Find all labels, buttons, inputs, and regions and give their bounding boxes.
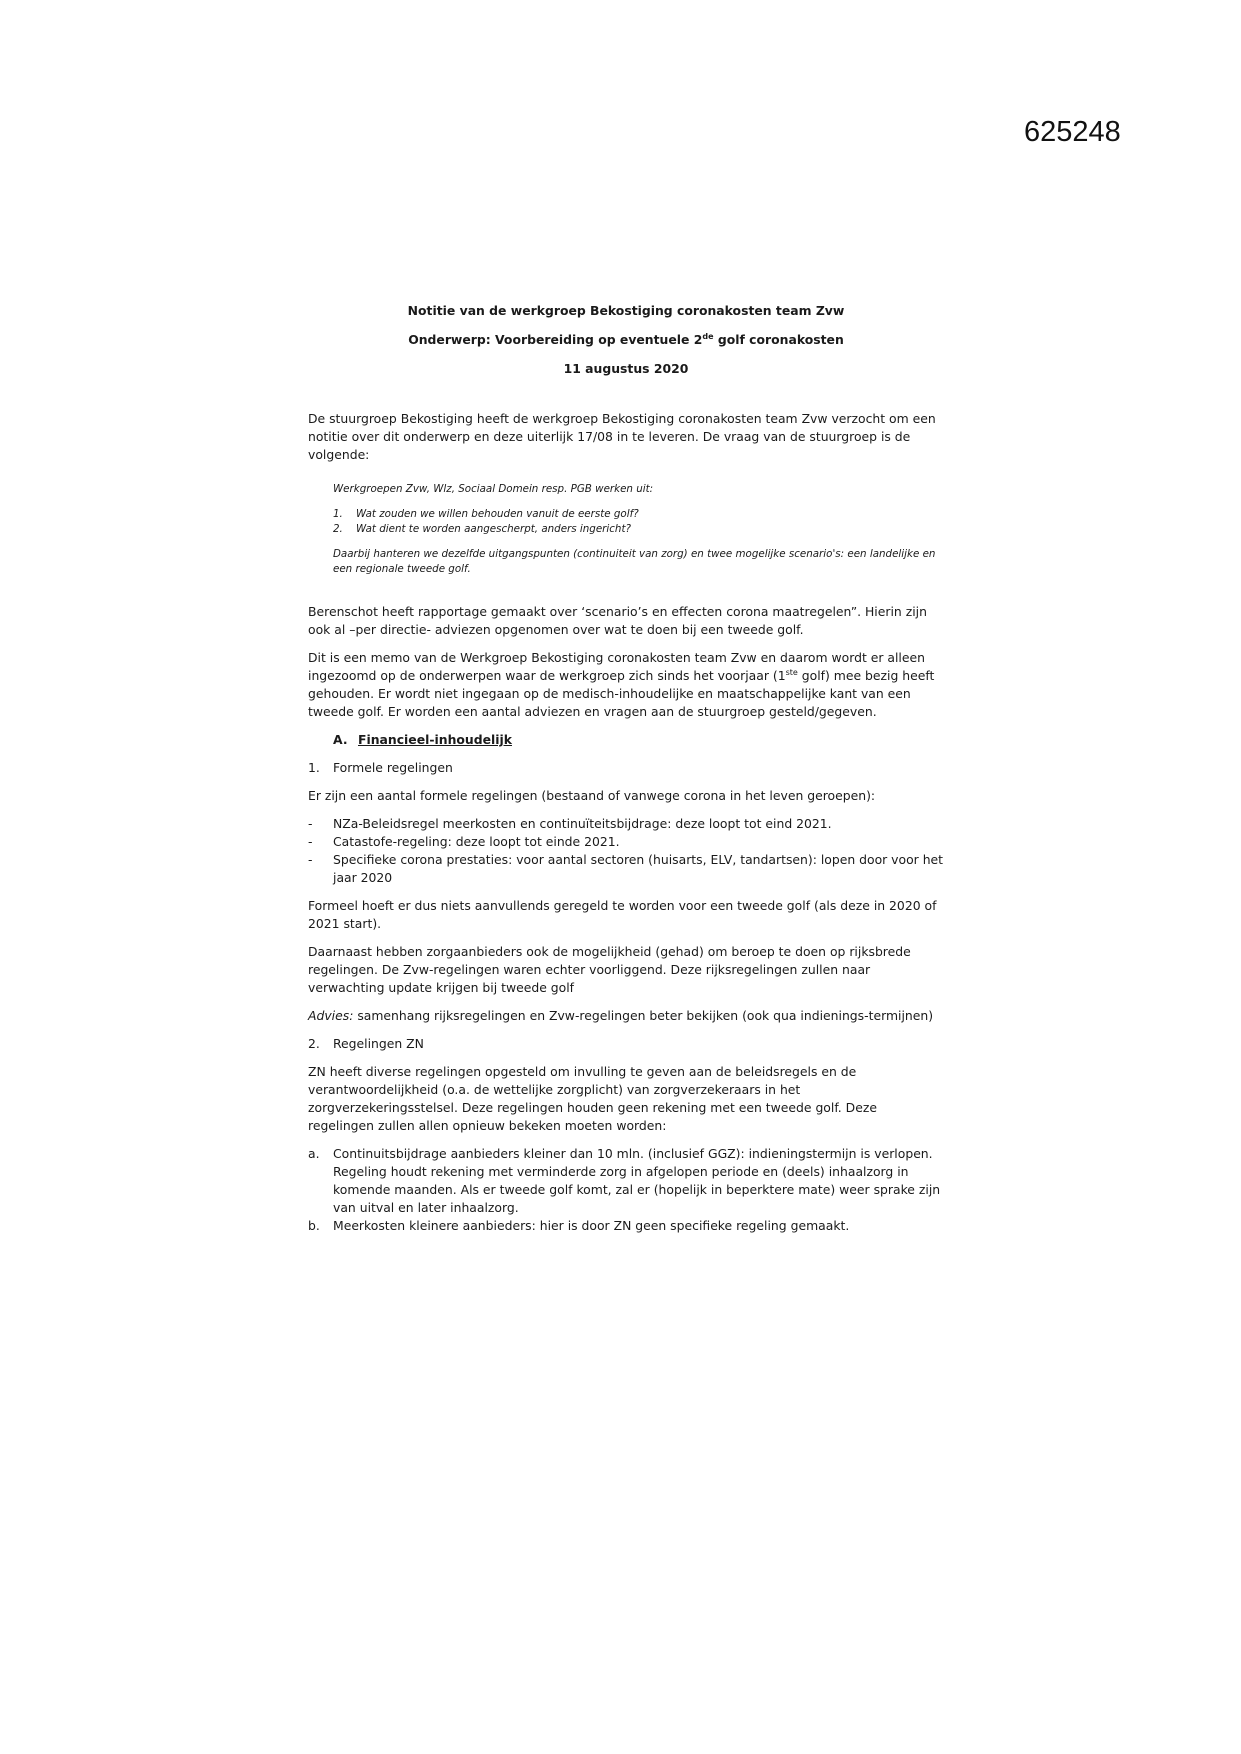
memo-title: Notitie van de werkgroep Bekostiging coronakosten team Zvw [407, 303, 845, 318]
memo-subject [308, 331, 944, 349]
list-item [308, 1145, 944, 1217]
advies-label: Advies: [308, 1008, 354, 1023]
quote-question-text: Wat zouden we willen behouden vanuit de eerste golf? [356, 508, 639, 520]
formele-intro-paragraph: Er zijn een aantal formele regelingen (bestaand of vanwege corona in het leven geroepen): [308, 788, 876, 803]
memo-scope-paragraph [308, 649, 944, 721]
section-heading-a [333, 731, 944, 749]
quote-closing: Daarbij hanteren we dezelfde uitgangspunten (continuiteit van zorg) en twee mogelijke scenario's: een landelijke en een regionale tweede golf. [333, 548, 936, 575]
subheading-regelingen-zn [308, 1035, 944, 1053]
zn-paragraph: ZN heeft diverse regelingen opgesteld om invulling te geven aan de beleidsregels en de verantwoordelijkheid (o.a. de wettelijke zorgplicht) van zorgverzekeraars in het zorgverzekeringsstelsel. Deze regelingen houden geen rekening met een tweede golf. Deze regelingen zullen allen opnieuw bekeken moeten worden: [308, 1064, 877, 1133]
memo-subject-text: Onderwerp: Voorbereiding op eventuele 2 [408, 332, 703, 347]
list-item [308, 851, 944, 887]
dash-marker: - [308, 816, 313, 831]
subheading-label: Regelingen ZN [333, 1036, 424, 1051]
alpha-marker: b. [308, 1218, 320, 1233]
quote-lead: Werkgroepen Zvw, Wlz, Sociaal Domein resp. PGB werken uit: [333, 483, 654, 495]
quote-question-number: 2. [333, 523, 343, 535]
subheading-label: Formele regelingen [333, 760, 453, 775]
list-item-text: Continuitsbijdrage aanbieders kleiner dan 10 mln. (inclusief GGZ): indieningstermijn is verlopen. Regeling houdt rekening met verminderde zorg in afgelopen periode en (deels) inhaalzorg in komende maanden. Als er tweede golf komt, zal er (hopelijk in beperktere mate) weer sprake zijn van uitval en later inhaalzorg. [333, 1146, 941, 1215]
list-item-text: Specifieke corona prestaties: voor aantal sectoren (huisarts, ELV, tandartsen): lopen door voor het jaar 2020 [333, 852, 944, 885]
subheading-number: 2. [308, 1036, 320, 1051]
advies-paragraph [308, 1007, 944, 1025]
list-item [308, 1217, 944, 1235]
zn-regelingen-list [308, 1145, 944, 1235]
list-item [308, 833, 944, 851]
formeel-paragraph: Formeel hoeft er dus niets aanvullends geregeld te worden voor een tweede golf (als deze in 2020 of 2021 start). [308, 898, 937, 931]
advies-text: samenhang rijksregelingen en Zvw-regelingen beter bekijken (ook qua indienings-termijnen) [353, 1008, 934, 1023]
memo-scope-text-b: golf) mee bezig heeft gehouden. Er wordt niet ingegaan op de medisch-inhoudelijke en maatschappelijke kant van een tweede golf. Er worden een aantal adviezen en vragen aan de stuurgroep gesteld/gegeven. [308, 668, 935, 719]
document-number: 625248 [1024, 116, 1121, 148]
formele-regelingen-list [308, 815, 944, 887]
intro-paragraph: De stuurgroep Bekostiging heeft de werkgroep Bekostiging coronakosten team Zvw verzocht om een notitie over dit onderwerp en deze uiterlijk 17/08 in te leveren. De vraag van de stuurgroep is de volgende: [308, 411, 936, 462]
subheading-number: 1. [308, 760, 320, 775]
list-item-text: Meerkosten kleinere aanbieders: hier is door ZN geen specifieke regeling gemaakt. [333, 1218, 850, 1233]
quote-question-item [333, 507, 944, 522]
list-item [308, 815, 944, 833]
berenschot-paragraph: Berenschot heeft rapportage gemaakt over ‘scenario’s en effecten corona maatregelen”. Hierin zijn ook al –per directie- adviezen opgenomen over wat te doen bij een tweede golf. [308, 604, 927, 637]
memo-subject-rest: golf coronakosten [713, 332, 844, 347]
quote-question-list [333, 507, 944, 537]
alpha-marker: a. [308, 1146, 320, 1161]
quote-question-number: 1. [333, 508, 343, 520]
subheading-formele-regelingen [308, 759, 944, 777]
memo-scope-text-a: Dit is een memo van de Werkgroep Bekostiging coronakosten team Zvw en daarom wordt er alleen ingezoomd op de onderwerpen waar de werkgroep zich sinds het voorjaar (1 [308, 650, 925, 683]
memo-date: 11 augustus 2020 [563, 361, 689, 376]
quote-question-item [333, 522, 944, 537]
memo-scope-sup: ste [785, 667, 798, 677]
memo-subject-sup: de [702, 331, 714, 341]
dash-marker: - [308, 852, 313, 867]
memo-body [308, 302, 944, 1245]
section-label: Financieel-inhoudelijk [358, 732, 512, 747]
list-item-text: NZa-Beleidsregel meerkosten en continuïteitsbijdrage: deze loopt tot eind 2021. [333, 816, 832, 831]
section-letter: A. [333, 732, 348, 747]
list-item-text: Catastofe-regeling: deze loopt tot einde 2021. [333, 834, 620, 849]
daarnaast-paragraph: Daarnaast hebben zorgaanbieders ook de mogelijkheid (gehad) om beroep te doen op rijksbrede regelingen. De Zvw-regelingen waren echter voorliggend. Deze rijksregelingen zullen naar verwachting update krijgen bij tweede golf [308, 944, 911, 995]
stuurgroep-question-quote [333, 482, 944, 577]
dash-marker: - [308, 834, 313, 849]
quote-question-text: Wat dient te worden aangescherpt, anders ingericht? [356, 523, 631, 535]
